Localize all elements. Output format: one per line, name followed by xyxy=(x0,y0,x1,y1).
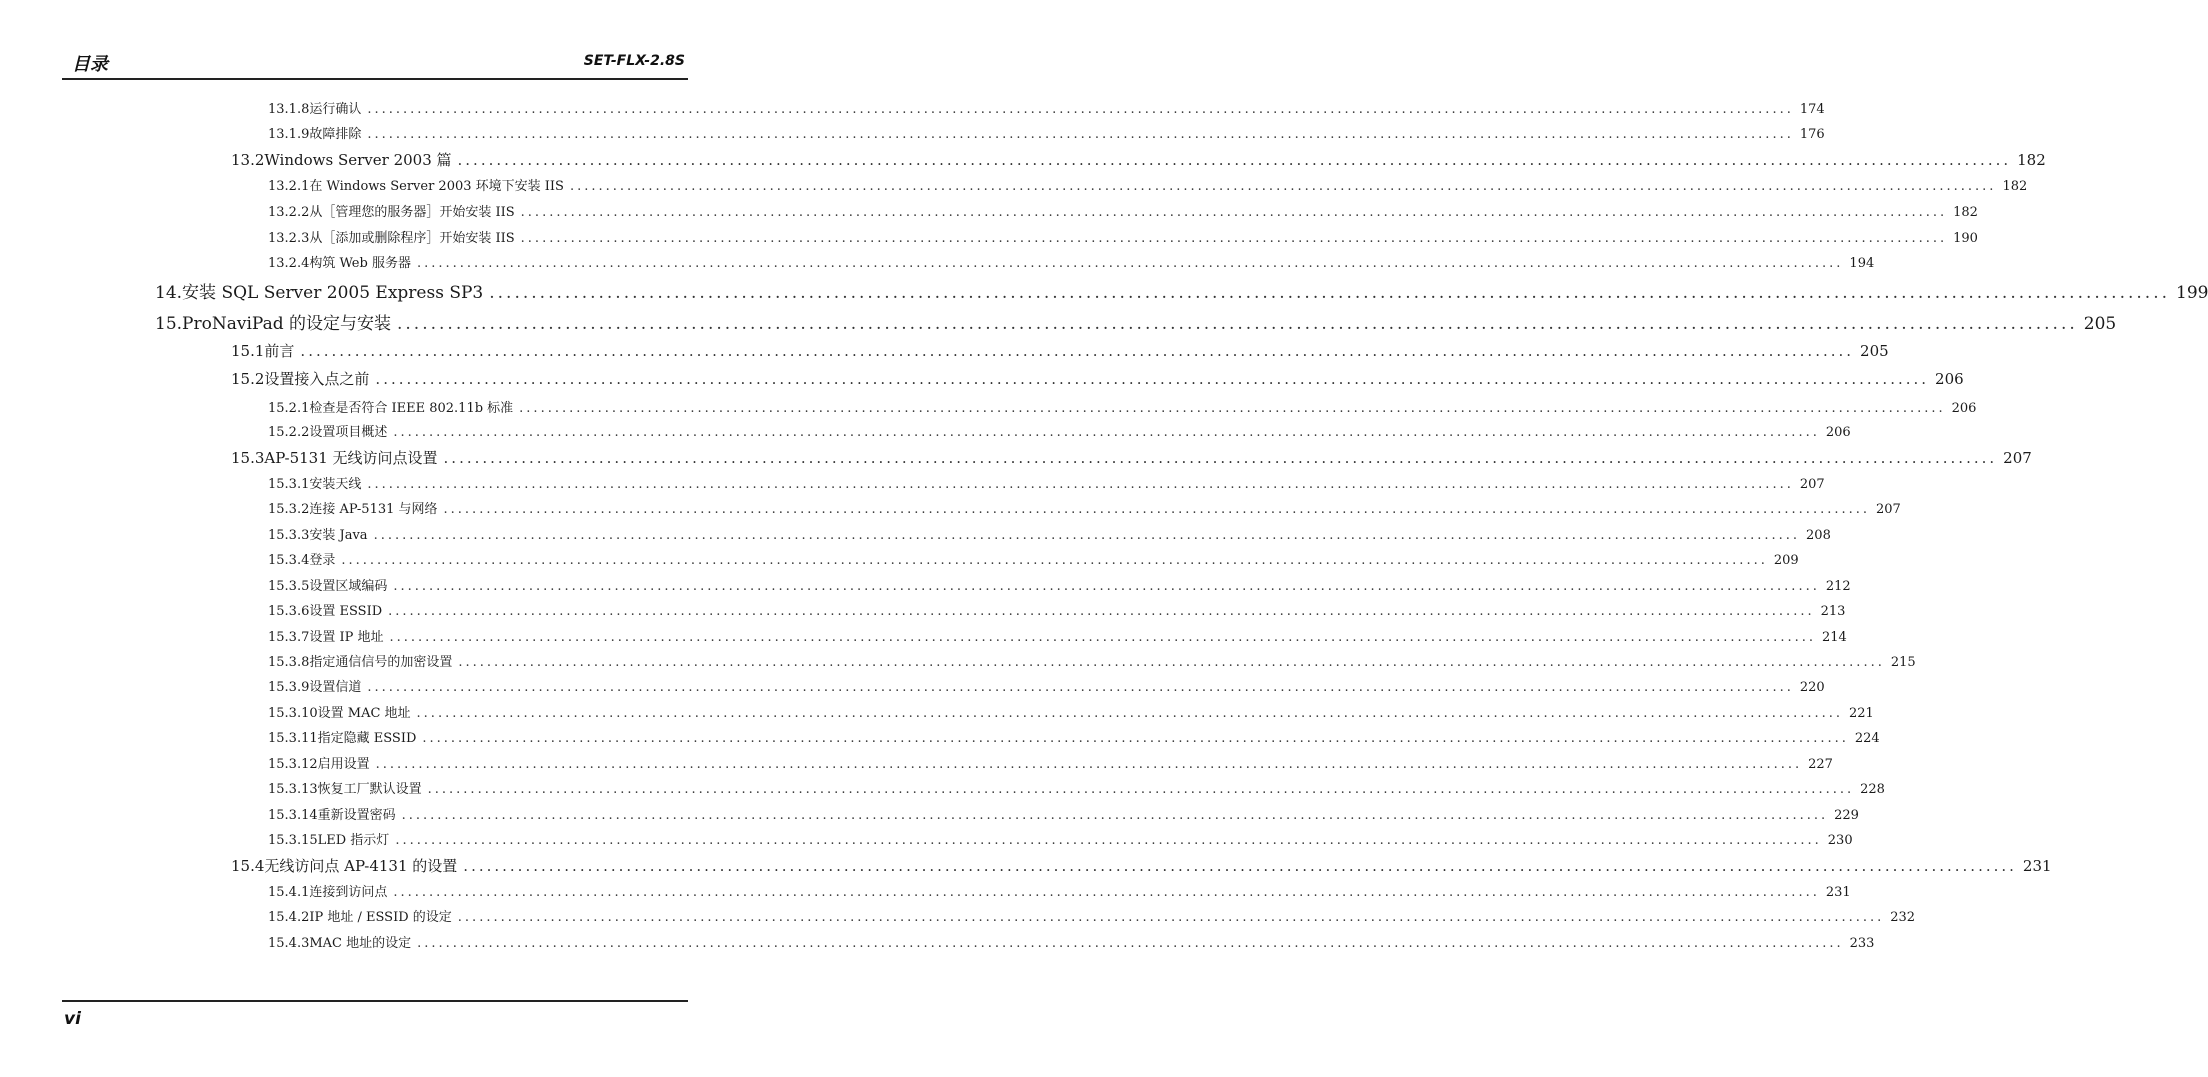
toc-dot-leader: ........................................................................................................................................................................................................ xyxy=(443,449,1998,467)
toc-entry[interactable] xyxy=(268,676,1825,695)
toc-entry-number: 15.3.13 xyxy=(268,782,318,797)
toc-entry[interactable] xyxy=(231,368,1964,389)
toc-entry-page: 214 xyxy=(1821,630,1847,645)
toc-entry[interactable] xyxy=(268,227,1978,246)
toc-dot-leader: ........................................................................................................................................................................................................ xyxy=(520,231,1948,246)
toc-entry-number: 13.2.2 xyxy=(268,205,310,220)
toc-entry[interactable] xyxy=(268,252,1875,271)
toc-entry-page: 228 xyxy=(1860,782,1885,797)
toc-entry[interactable] xyxy=(268,804,1859,823)
toc-entry-title: 连接到访问点 xyxy=(309,885,388,900)
toc-entry-title: 前言 xyxy=(264,342,295,360)
toc-entry-number: 15. xyxy=(155,314,183,334)
toc-entry-page: 199 xyxy=(2176,283,2208,303)
toc-dot-leader: ........................................................................................................................................................................................................ xyxy=(375,757,1803,772)
toc-entry-number: 15.3.10 xyxy=(268,706,318,721)
toc-dot-leader: ........................................................................................................................................................................................................ xyxy=(416,256,1844,271)
toc-entry-title: 设置项目概述 xyxy=(309,425,388,440)
toc-dot-leader: ........................................................................................................................................................................................................ xyxy=(458,655,1885,670)
toc-entry-page: 182 xyxy=(2017,151,2046,169)
toc-entry-title: ProNaviPad 的设定与安装 xyxy=(182,314,391,334)
toc-entry-page: 224 xyxy=(1854,731,1880,746)
toc-entry-number: 15.3.9 xyxy=(268,680,310,695)
toc-entry-number: 15.2.2 xyxy=(268,425,310,440)
toc-dot-leader: ........................................................................................................................................................................................................ xyxy=(341,553,1768,568)
toc-entry-page: 194 xyxy=(1849,256,1875,271)
toc-entry-number: 15.3.4 xyxy=(268,553,310,568)
toc-entry[interactable] xyxy=(268,753,1833,772)
toc-entry-page: 208 xyxy=(1806,528,1831,543)
toc-entry-number: 13.2 xyxy=(231,151,265,169)
toc-dot-leader: ........................................................................................................................................................................................................ xyxy=(489,283,2171,303)
toc-entry-title: LED 指示灯 xyxy=(317,833,390,848)
toc-entry-title: 安装 Java xyxy=(309,528,368,543)
toc-entry-title: Windows Server 2003 篇 xyxy=(264,151,452,169)
toc-entry[interactable] xyxy=(268,626,1847,645)
toc-entry[interactable] xyxy=(268,397,1977,416)
toc-entry-number: 15.4.1 xyxy=(268,885,310,900)
toc-entry-number: 15.2 xyxy=(231,370,265,388)
toc-dot-leader: ........................................................................................................................................................................................................ xyxy=(375,370,1930,388)
toc-entry[interactable] xyxy=(268,702,1874,721)
toc-entry-number: 15.3.8 xyxy=(268,655,310,670)
toc-entry-title: 在 Windows Server 2003 环境下安装 IIS xyxy=(309,179,564,194)
toc-entry-number: 15.3.14 xyxy=(268,808,318,823)
footer-page-number: vi xyxy=(64,1009,81,1029)
toc-entry[interactable] xyxy=(268,524,1831,543)
toc-entry-number: 13.2.3 xyxy=(268,231,310,246)
footer-rule xyxy=(62,1000,688,1002)
toc-entry[interactable] xyxy=(268,549,1799,568)
toc-entry-title: 从［管理您的服务器］开始安装 IIS xyxy=(309,205,515,220)
toc-dot-leader: ........................................................................................................................................................................................................ xyxy=(367,477,1794,492)
toc-dot-leader: ........................................................................................................................................................................................................ xyxy=(367,127,1794,142)
toc-entry-number: 15.3.3 xyxy=(268,528,310,543)
toc-entry-title: 无线访问点 AP-4131 的设置 xyxy=(264,857,458,875)
toc-dot-leader: ........................................................................................................................................................................................................ xyxy=(520,205,1948,220)
toc-dot-leader: ........................................................................................................................................................................................................ xyxy=(397,314,2078,334)
toc-entry[interactable] xyxy=(155,278,2208,303)
toc-entry-page: 207 xyxy=(1876,502,1901,517)
toc-entry[interactable] xyxy=(268,473,1825,492)
toc-entry-title: 指定隐藏 ESSID xyxy=(317,731,417,746)
toc-entry-title: 指定通信信号的加密设置 xyxy=(309,655,453,670)
toc-entry[interactable] xyxy=(231,855,2052,876)
toc-entry-title: 检查是否符合 IEEE 802.11b 标准 xyxy=(309,401,514,416)
toc-dot-leader: ........................................................................................................................................................................................................ xyxy=(393,579,1820,594)
toc-entry[interactable] xyxy=(268,881,1851,900)
toc-entry-number: 15.4.2 xyxy=(268,910,310,925)
toc-entry-title: 设置接入点之前 xyxy=(264,370,370,388)
toc-entry-number: 15.3 xyxy=(231,449,265,467)
toc-dot-leader: ........................................................................................................................................................................................................ xyxy=(422,731,1849,746)
toc-entry-number: 13.1.9 xyxy=(268,127,310,142)
toc-entry-title: 设置 ESSID xyxy=(309,604,383,619)
toc-entry-title: IP 地址 / ESSID 的设定 xyxy=(309,910,452,925)
toc-entry[interactable] xyxy=(268,123,1825,142)
toc-dot-leader: ........................................................................................................................................................................................................ xyxy=(569,179,1997,194)
toc-dot-leader: ........................................................................................................................................................................................................ xyxy=(457,910,1885,925)
toc-entry[interactable] xyxy=(231,447,2032,468)
toc-entry-title: 重新设置密码 xyxy=(317,808,396,823)
toc-entry-number: 15.3.2 xyxy=(268,502,310,517)
toc-entry-page: 213 xyxy=(1820,604,1846,619)
toc-entry-page: 205 xyxy=(1860,342,1889,360)
toc-entry-page: 207 xyxy=(1799,477,1825,492)
toc-entry-page: 231 xyxy=(2022,857,2052,875)
toc-entry-number: 13.2.4 xyxy=(268,256,310,271)
toc-entry-page: 231 xyxy=(1825,885,1851,900)
toc-entry-title: 设置信道 xyxy=(309,680,362,695)
header-chapter-title: 目录 xyxy=(72,54,108,75)
toc-entry[interactable] xyxy=(268,932,1875,951)
toc-dot-leader: ........................................................................................................................................................................................................ xyxy=(389,630,1816,645)
toc-entry[interactable] xyxy=(268,98,1825,117)
toc-dot-leader: ........................................................................................................................................................................................................ xyxy=(463,857,2017,875)
toc-entry-number: 14. xyxy=(155,283,183,303)
toc-entry-page: 215 xyxy=(1890,655,1916,670)
toc-entry[interactable] xyxy=(268,421,1851,440)
toc-entry-title: 故障排除 xyxy=(309,127,362,142)
toc-entry-title: 设置区域编码 xyxy=(309,579,388,594)
header-document-code: SET-FLX-2.8S xyxy=(583,53,685,69)
toc-entry-title: 从［添加或删除程序］开始安装 IIS xyxy=(309,231,515,246)
toc-entry-page: 229 xyxy=(1834,808,1859,823)
toc-dot-leader: ........................................................................................................................................................................................................ xyxy=(367,102,1794,117)
toc-entry-title: 设置 IP 地址 xyxy=(309,630,384,645)
toc-entry-page: 206 xyxy=(1825,425,1851,440)
toc-entry-number: 15.3.5 xyxy=(268,579,310,594)
toc-dot-leader: ........................................................................................................................................................................................................ xyxy=(393,425,1820,440)
toc-dot-leader: ........................................................................................................................................................................................................ xyxy=(416,706,1844,721)
toc-dot-leader: ........................................................................................................................................................................................................ xyxy=(373,528,1801,543)
toc-entry-number: 15.4.3 xyxy=(268,936,310,951)
toc-dot-leader: ........................................................................................................................................................................................................ xyxy=(457,151,2012,169)
toc-entry-page: 232 xyxy=(1890,910,1916,925)
toc-entry-title: 安装天线 xyxy=(309,477,362,492)
toc-entry-number: 15.1 xyxy=(231,342,265,360)
toc-entry-page: 176 xyxy=(1799,127,1825,142)
toc-entry-page: 174 xyxy=(1799,102,1825,117)
toc-entry-number: 13.2.1 xyxy=(268,179,310,194)
toc-entry-title: MAC 地址的设定 xyxy=(309,936,412,951)
toc-entry-page: 182 xyxy=(1953,205,1978,220)
toc-entry[interactable] xyxy=(268,575,1851,594)
toc-entry-title: 连接 AP-5131 与网络 xyxy=(309,502,438,517)
toc-entry-page: 212 xyxy=(1825,579,1851,594)
toc-entry-page: 207 xyxy=(2003,449,2032,467)
toc-entry[interactable] xyxy=(231,149,2046,170)
toc-entry[interactable] xyxy=(268,175,2028,194)
toc-dot-leader: ........................................................................................................................................................................................................ xyxy=(300,342,1855,360)
toc-dot-leader: ........................................................................................................................................................................................................ xyxy=(427,782,1855,797)
toc-entry-page: 209 xyxy=(1773,553,1799,568)
toc-entry-title: 启用设置 xyxy=(317,757,370,772)
toc-entry-title: 设置 MAC 地址 xyxy=(317,706,411,721)
toc-entry-title: 安装 SQL Server 2005 Express SP3 xyxy=(182,283,484,303)
toc-entry-number: 15.3.7 xyxy=(268,630,310,645)
toc-entry-page: 233 xyxy=(1849,936,1875,951)
toc-entry[interactable] xyxy=(231,340,1889,361)
toc-dot-leader: ........................................................................................................................................................................................................ xyxy=(443,502,1870,517)
toc-entry-number: 15.3.11 xyxy=(268,731,318,746)
toc-entry-number: 13.1.8 xyxy=(268,102,310,117)
toc-dot-leader: ........................................................................................................................................................................................................ xyxy=(393,885,1820,900)
toc-entry-number: 15.3.15 xyxy=(268,833,318,848)
toc-dot-leader: ........................................................................................................................................................................................................ xyxy=(388,604,1815,619)
toc-dot-leader: ........................................................................................................................................................................................................ xyxy=(519,401,1946,416)
header-rule xyxy=(62,78,688,80)
toc-entry-title: 登录 xyxy=(309,553,336,568)
toc-entry[interactable] xyxy=(155,309,2117,334)
toc-entry-number: 15.3.6 xyxy=(268,604,310,619)
toc-entry[interactable] xyxy=(268,727,1880,746)
toc-entry-page: 227 xyxy=(1808,757,1833,772)
toc-entry-number: 15.3.12 xyxy=(268,757,318,772)
toc-dot-leader: ........................................................................................................................................................................................................ xyxy=(401,808,1829,823)
toc-entry-page: 230 xyxy=(1827,833,1853,848)
toc-entry-page: 205 xyxy=(2083,314,2117,334)
toc-entry[interactable] xyxy=(268,906,1916,925)
toc-entry-number: 15.2.1 xyxy=(268,401,310,416)
toc-dot-leader: ........................................................................................................................................................................................................ xyxy=(367,680,1794,695)
toc-entry-number: 15.3.1 xyxy=(268,477,310,492)
toc-dot-leader: ........................................................................................................................................................................................................ xyxy=(395,833,1822,848)
toc-entry[interactable] xyxy=(268,201,1978,220)
toc-entry[interactable] xyxy=(268,600,1846,619)
toc-entry-page: 220 xyxy=(1799,680,1825,695)
toc-entry[interactable] xyxy=(268,498,1901,517)
toc-entry-title: AP-5131 无线访问点设置 xyxy=(264,449,438,467)
toc-entry[interactable] xyxy=(268,829,1853,848)
toc-entry-page: 221 xyxy=(1849,706,1874,721)
toc-entry-page: 206 xyxy=(1951,401,1977,416)
toc-entry-page: 182 xyxy=(2002,179,2028,194)
toc-dot-leader: ........................................................................................................................................................................................................ xyxy=(417,936,1844,951)
toc-entry-page: 206 xyxy=(1935,370,1964,388)
toc-entry-title: 恢复工厂默认设置 xyxy=(317,782,422,797)
toc-entry-number: 15.4 xyxy=(231,857,265,875)
toc-entry[interactable] xyxy=(268,651,1916,670)
toc-entry-title: 构筑 Web 服务器 xyxy=(309,256,411,271)
toc-entry[interactable] xyxy=(268,778,1885,797)
toc-entry-page: 190 xyxy=(1953,231,1978,246)
toc-entry-title: 运行确认 xyxy=(309,102,362,117)
